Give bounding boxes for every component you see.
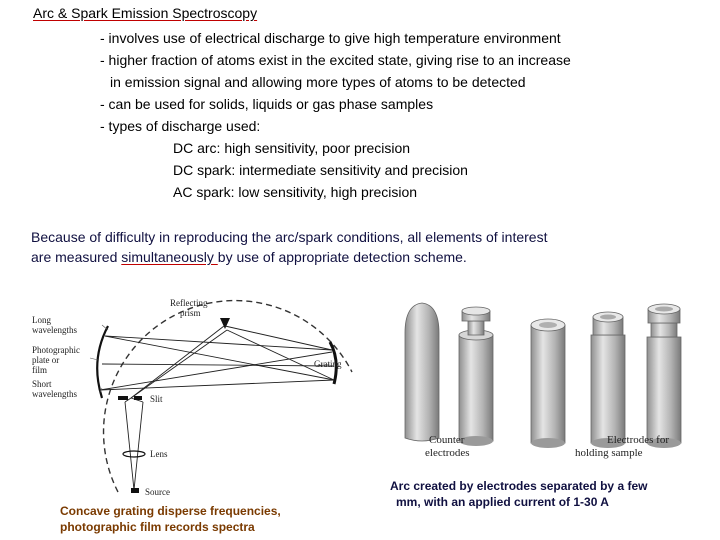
- caption-grating: [60, 503, 281, 535]
- label-photographic: Photographic: [32, 345, 80, 355]
- label-long: Long: [32, 315, 51, 325]
- discharge-dc-arc: DC arc: high sensitivity, poor precision: [173, 140, 411, 156]
- caption-grating-line-1: Concave grating disperse frequencies,: [60, 504, 281, 518]
- caption-arc-line-2: mm, with an applied current of 1-30 A: [396, 495, 609, 509]
- label-long-wavelengths: wavelengths: [32, 325, 77, 335]
- lens-icon: [123, 451, 145, 457]
- label-plate-or: plate or: [32, 355, 60, 365]
- counter-electrode-pointed: [405, 303, 439, 441]
- label-counter: Counter: [429, 434, 465, 446]
- simultaneously-underlined: simultaneously: [121, 249, 218, 265]
- counter-electrode-stepped: [459, 307, 493, 446]
- label-source: Source: [145, 487, 170, 497]
- photographic-plate: [97, 326, 108, 398]
- bullet-1: - involves use of electrical discharge to give high temperature environment: [100, 30, 561, 46]
- discharge-ac-spark: AC spark: low sensitivity, high precision: [173, 184, 418, 200]
- bullet-2: - higher fraction of atoms exist in the excited state, giving rise to an increase: [100, 52, 571, 68]
- page-title: Arc & Spark Emission Spectroscopy: [33, 5, 258, 21]
- source-icon: [131, 488, 139, 493]
- bullet-3: - can be used for solids, liquids or gas phase samples: [100, 96, 434, 112]
- label-reflecting: Reflecting: [170, 298, 208, 308]
- sample-electrode-1: [531, 319, 565, 448]
- caption-arc: [390, 478, 647, 510]
- slit-right-jaw: [134, 396, 142, 400]
- paragraph-line-1: Because of difficulty in reproducing the arc/spark conditions, all elements of interest: [31, 229, 548, 245]
- discharge-dc-spark: DC spark: intermediate sensitivity and precision: [173, 162, 468, 178]
- sample-electrode-3: [647, 304, 681, 448]
- label-grating: Grating: [314, 359, 342, 369]
- label-slit: Slit: [150, 394, 163, 404]
- slit-left-jaw: [118, 396, 128, 400]
- caption-grating-line-2: photographic film records spectra: [60, 520, 255, 534]
- label-short-wavelengths: wavelengths: [32, 389, 77, 399]
- label-film: film: [32, 365, 47, 375]
- label-holding-sample: holding sample: [575, 447, 643, 459]
- paragraph-line-2-post: by use of appropriate detection scheme.: [217, 249, 467, 265]
- label-electrodes-for: Electrodes for: [607, 434, 669, 446]
- paragraph-line-2-pre: are measured: [31, 249, 122, 265]
- label-short: Short: [32, 379, 52, 389]
- paragraph-line-2: [31, 247, 547, 267]
- label-prism: prism: [180, 308, 201, 318]
- bullet-4: - types of discharge used:: [100, 118, 261, 134]
- light-rays: [100, 326, 334, 490]
- electrodes-illustration: [395, 293, 695, 468]
- caption-arc-line-1: Arc created by electrodes separated by a few: [390, 479, 648, 493]
- reflecting-prism-icon: [220, 318, 230, 329]
- detection-paragraph: [31, 227, 547, 267]
- sample-electrode-2: [591, 312, 625, 448]
- label-lens: Lens: [150, 449, 168, 459]
- spectrograph-diagram: [30, 280, 360, 502]
- label-counter-electrodes: electrodes: [425, 447, 470, 459]
- bullet-2-cont: in emission signal and allowing more types of atoms to be detected: [110, 74, 526, 90]
